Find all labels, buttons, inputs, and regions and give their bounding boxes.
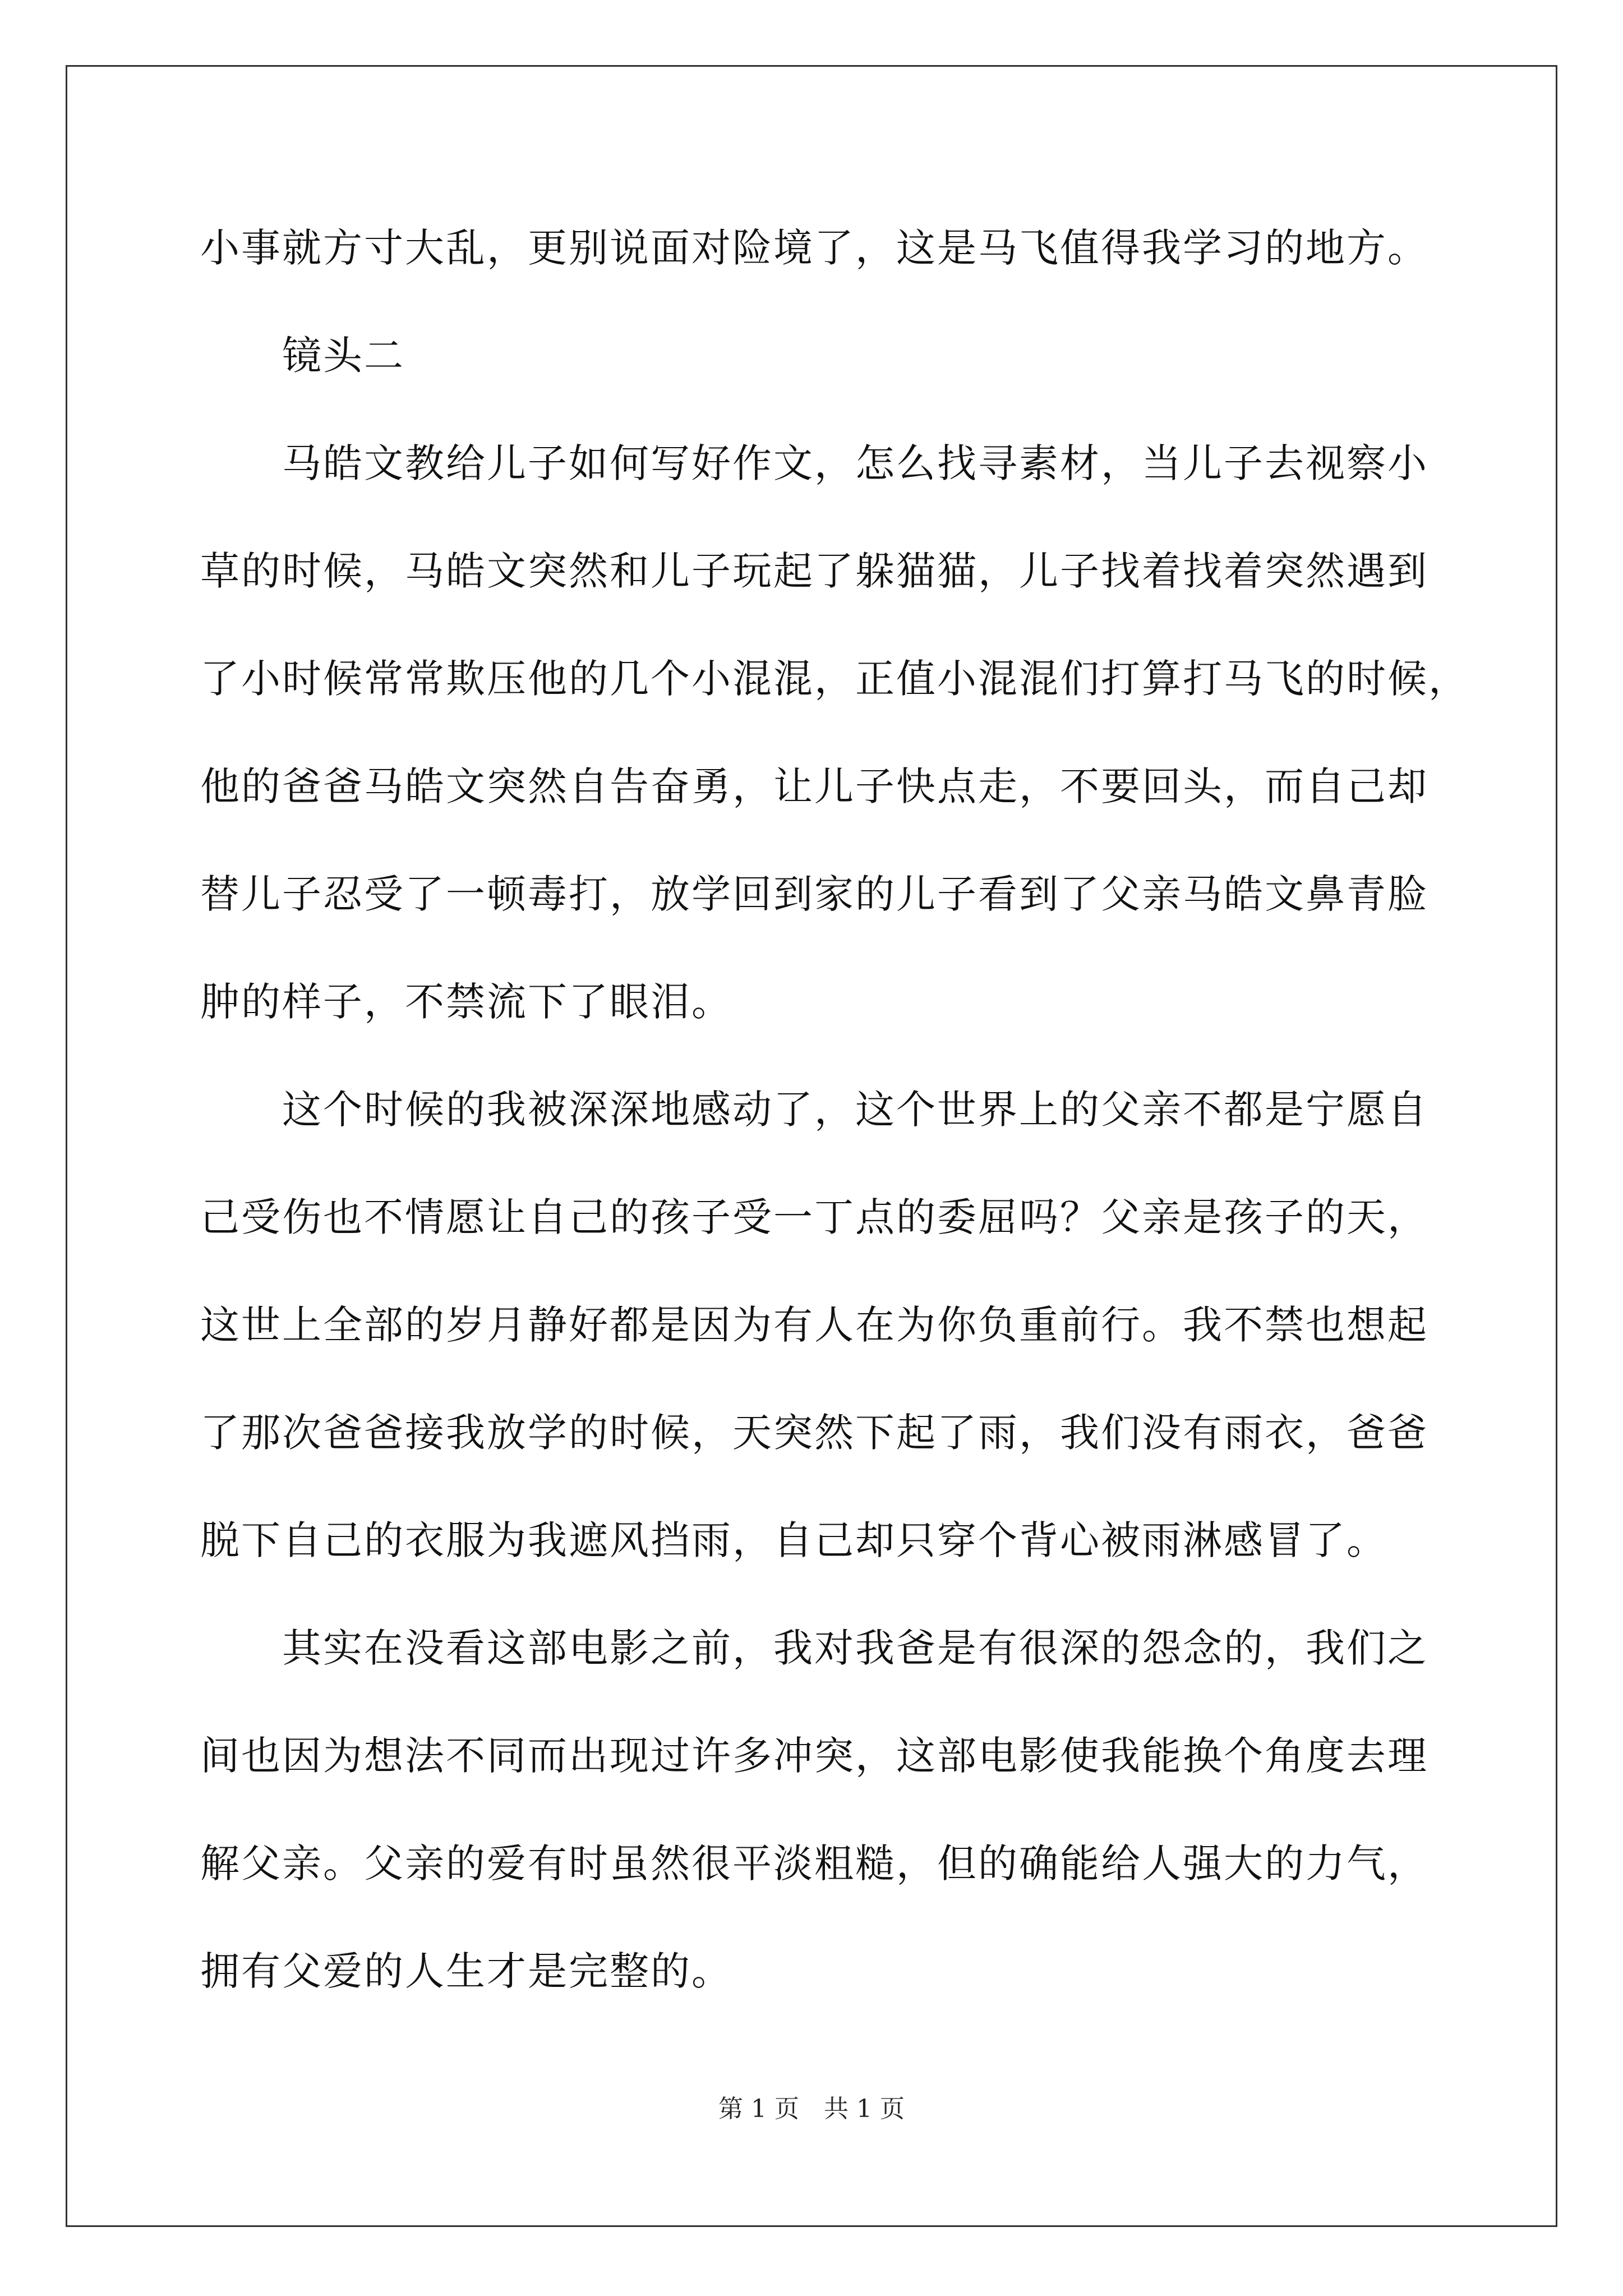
page-number-footer: 第 1 页 共 1 页 (718, 2095, 905, 2123)
paragraph-line: 解父亲。父亲的爱有时虽然很平淡粗糙，但的确能给人强大的力气， (200, 1841, 1428, 1887)
paragraph-line: 草的时候，马皓文突然和儿子玩起了躲猫猫，儿子找着找着突然遇到 (200, 548, 1428, 594)
paragraph-line: 替儿子忍受了一顿毒打，放学回到家的儿子看到了父亲马皓文鼻青脸 (200, 871, 1428, 917)
paragraph-line: 脱下自己的衣服为我遮风挡雨，自己却只穿个背心被雨淋感冒了。 (200, 1517, 1387, 1563)
paragraph-line: 了小时候常常欺压他的几个小混混，正值小混混们打算打马飞的时候， (200, 656, 1469, 702)
page-border (66, 65, 1557, 2227)
paragraph-line: 小事就方寸大乱，更别说面对险境了，这是马飞值得我学习的地方。 (200, 225, 1428, 271)
paragraph-line: 这个时候的我被深深地感动了，这个世界上的父亲不都是宁愿自 (282, 1087, 1428, 1133)
paragraph-line: 拥有父爱的人生才是完整的。 (200, 1948, 732, 1994)
paragraph-line: 了那次爸爸接我放学的时候，天突然下起了雨，我们没有雨衣，爸爸 (200, 1410, 1428, 1456)
paragraph-line: 他的爸爸马皓文突然自告奋勇，让儿子快点走，不要回头，而自己却 (200, 763, 1428, 809)
paragraph-line: 肿的样子，不禁流下了眼泪。 (200, 979, 732, 1025)
paragraph-line: 其实在没看这部电影之前，我对我爸是有很深的怨念的，我们之 (282, 1625, 1428, 1671)
paragraph-line: 马皓文教给儿子如何写好作文，怎么找寻素材，当儿子去视察小 (282, 440, 1428, 486)
paragraph-line: 间也因为想法不同而出现过许多冲突，这部电影使我能换个角度去理 (200, 1733, 1428, 1779)
section-heading: 镜头二 (282, 333, 405, 379)
paragraph-line: 这世上全部的岁月静好都是因为有人在为你负重前行。我不禁也想起 (200, 1302, 1428, 1348)
paragraph-line: 己受伤也不情愿让自己的孩子受一丁点的委屈吗？父亲是孩子的天， (200, 1194, 1428, 1240)
